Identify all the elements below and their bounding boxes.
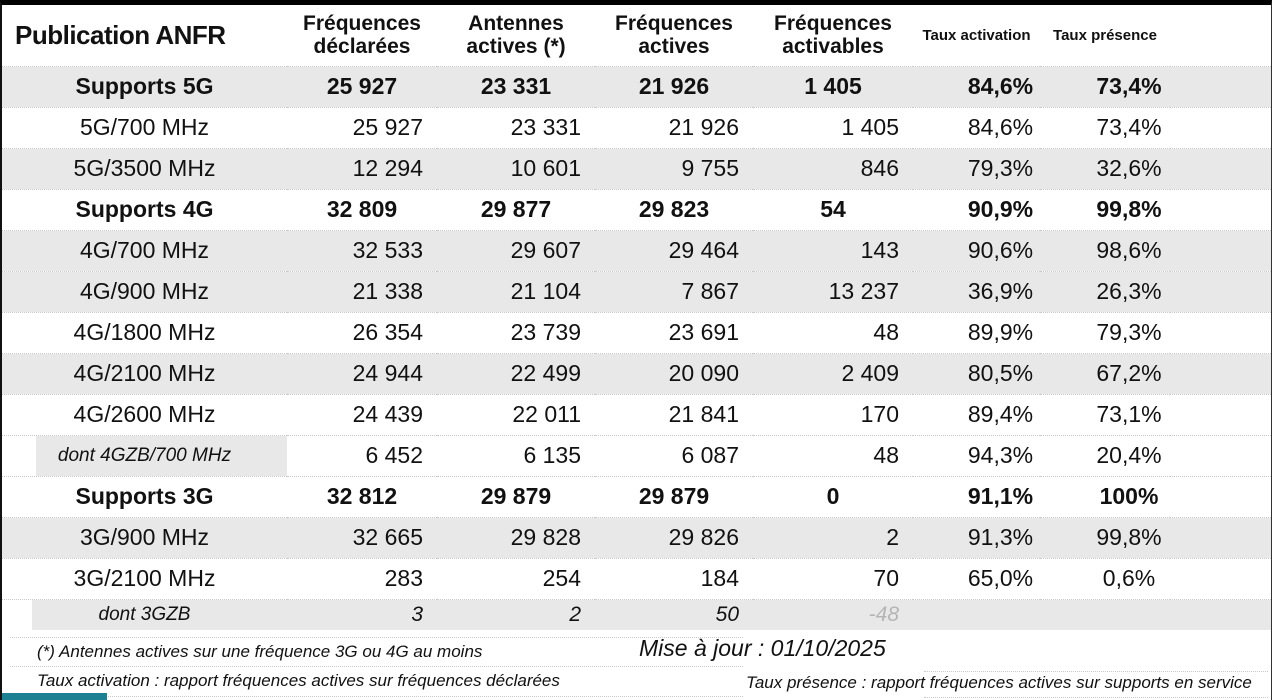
cell-frequences-activables: 1 405 [753, 66, 913, 107]
footer-divider [924, 671, 1268, 672]
col-header-taux-presence: Taux présence [1053, 26, 1157, 44]
cell-taux-activation: 80,5% [913, 353, 1040, 394]
cell-frequences-activables: 70 [753, 558, 913, 599]
cell-frequences-activables: 48 [753, 312, 913, 353]
row-label: 5G/700 MHz [79, 114, 210, 140]
cell-taux-activation: 89,9% [913, 312, 1040, 353]
cell-taux-presence: 100% [1040, 476, 1170, 517]
cell-antennes-actives: 10 601 [437, 148, 595, 189]
cell-antennes-actives: 23 331 [437, 66, 595, 107]
col-header-taux-activation: Taux activation [922, 26, 1031, 44]
table-row [2, 107, 1271, 148]
cell-antennes-actives: 2 [437, 599, 595, 630]
cell-taux-presence: 20,4% [1040, 435, 1170, 476]
cell-frequences-declarees: 283 [287, 558, 437, 599]
row-label-cell [2, 517, 287, 558]
cell-frequences-activables: -48 [753, 599, 913, 630]
cell-antennes-actives: 23 739 [437, 312, 595, 353]
cell-taux-presence [1040, 599, 1170, 630]
cell-taux-presence: 67,2% [1040, 353, 1170, 394]
row-label: dont 4GZB/700 MHz [57, 444, 232, 466]
cell-frequences-actives: 21 926 [595, 107, 753, 148]
col-header-frequences-declarees: Fréquences déclarées [303, 11, 421, 59]
table-row [2, 476, 1271, 517]
row-label: 3G/900 MHz [79, 524, 210, 550]
cell-frequences-declarees: 32 533 [287, 230, 437, 271]
row-spacer [1170, 271, 1271, 312]
header-spacer [1170, 5, 1271, 66]
cell-frequences-actives: 9 755 [595, 148, 753, 189]
cell-frequences-activables: 143 [753, 230, 913, 271]
row-label: 4G/2100 MHz [73, 360, 216, 386]
table-row [2, 230, 1271, 271]
cell-taux-activation: 36,9% [913, 271, 1040, 312]
cell-taux-activation: 90,9% [913, 189, 1040, 230]
cell-frequences-actives: 50 [595, 599, 753, 630]
cell-frequences-activables: 2 [753, 517, 913, 558]
cell-frequences-declarees: 25 927 [287, 107, 437, 148]
cell-frequences-declarees: 12 294 [287, 148, 437, 189]
row-label-cell [2, 312, 287, 353]
cell-antennes-actives: 29 607 [437, 230, 595, 271]
cell-frequences-activables: 54 [753, 189, 913, 230]
row-spacer [1170, 353, 1271, 394]
row-label: 4G/1800 MHz [73, 319, 216, 345]
note-taux-presence: Taux présence : rapport fréquences actives sur supports en service [746, 673, 1252, 692]
row-label-cell [2, 435, 287, 476]
row-label: Supports 3G [75, 483, 214, 509]
row-label-cell [2, 476, 287, 517]
cell-frequences-activables: 2 409 [753, 353, 913, 394]
cell-antennes-actives: 254 [437, 558, 595, 599]
table-row [2, 394, 1271, 435]
cell-taux-presence: 26,3% [1040, 271, 1170, 312]
cell-taux-presence: 32,6% [1040, 148, 1170, 189]
cell-taux-activation: 91,3% [913, 517, 1040, 558]
cell-taux-presence: 98,6% [1040, 230, 1170, 271]
cell-frequences-actives: 29 879 [595, 476, 753, 517]
cell-frequences-declarees: 6 452 [287, 435, 437, 476]
cell-frequences-declarees: 3 [287, 599, 437, 630]
footer-divider [10, 637, 743, 638]
table-row [2, 271, 1271, 312]
row-label: 4G/700 MHz [79, 237, 210, 263]
cell-antennes-actives: 6 135 [437, 435, 595, 476]
table-row [2, 353, 1271, 394]
table-row [2, 312, 1271, 353]
cell-frequences-activables: 48 [753, 435, 913, 476]
cell-frequences-declarees: 21 338 [287, 271, 437, 312]
cell-antennes-actives: 22 499 [437, 353, 595, 394]
footer-divider [924, 697, 1268, 698]
cell-frequences-actives: 6 087 [595, 435, 753, 476]
cell-taux-presence: 73,1% [1040, 394, 1170, 435]
cell-taux-activation: 90,6% [913, 230, 1040, 271]
row-label-cell [2, 230, 287, 271]
table-row [2, 558, 1271, 599]
cell-antennes-actives: 29 828 [437, 517, 595, 558]
row-label-cell [2, 107, 287, 148]
frequency-table [2, 5, 1271, 630]
cell-antennes-actives: 29 879 [437, 476, 595, 517]
cell-taux-presence: 73,4% [1040, 66, 1170, 107]
row-label-cell [2, 66, 287, 107]
table-row [2, 189, 1271, 230]
cell-taux-presence: 99,8% [1040, 189, 1170, 230]
cell-taux-activation: 79,3% [913, 148, 1040, 189]
cell-frequences-actives: 7 867 [595, 271, 753, 312]
table-row [2, 517, 1271, 558]
cell-frequences-actives: 21 926 [595, 66, 753, 107]
cell-taux-activation: 65,0% [913, 558, 1040, 599]
cell-frequences-actives: 21 841 [595, 394, 753, 435]
cell-frequences-actives: 29 826 [595, 517, 753, 558]
cell-antennes-actives: 23 331 [437, 107, 595, 148]
row-spacer [1170, 189, 1271, 230]
col-header-frequences-actives: Fréquences actives [615, 11, 733, 59]
footer-divider [10, 696, 743, 697]
col-header-antennes-actives: Antennes actives (*) [466, 11, 566, 59]
cell-taux-activation [913, 599, 1040, 630]
cell-taux-presence: 73,4% [1040, 107, 1170, 148]
row-label: 5G/3500 MHz [73, 155, 216, 181]
cell-taux-presence: 99,8% [1040, 517, 1170, 558]
cell-frequences-activables: 1 405 [753, 107, 913, 148]
cell-antennes-actives: 29 877 [437, 189, 595, 230]
row-spacer [1170, 312, 1271, 353]
row-label: Supports 4G [75, 196, 214, 222]
note-taux-activation: Taux activation : rapport fréquences actives sur fréquences déclarées [37, 671, 560, 690]
row-label-cell [2, 148, 287, 189]
cell-frequences-declarees: 26 354 [287, 312, 437, 353]
cell-taux-activation: 94,3% [913, 435, 1040, 476]
cell-taux-activation: 91,1% [913, 476, 1040, 517]
col-header-frequences-activables: Fréquences activables [774, 11, 892, 59]
row-label-cell [2, 599, 287, 630]
row-spacer [1170, 599, 1271, 630]
cell-frequences-actives: 29 464 [595, 230, 753, 271]
table-title: Publication ANFR [15, 19, 226, 50]
cell-taux-presence: 0,6% [1040, 558, 1170, 599]
cell-taux-activation: 89,4% [913, 394, 1040, 435]
cell-frequences-declarees: 32 665 [287, 517, 437, 558]
row-spacer [1170, 558, 1271, 599]
row-spacer [1170, 230, 1271, 271]
row-label: 4G/900 MHz [79, 278, 210, 304]
header-row [2, 5, 1271, 66]
table-body [2, 66, 1271, 630]
cell-frequences-declarees: 24 944 [287, 353, 437, 394]
row-label: 3G/2100 MHz [73, 565, 216, 591]
cell-frequences-activables: 170 [753, 394, 913, 435]
row-spacer [1170, 435, 1271, 476]
note-antennas: (*) Antennes actives sur une fréquence 3G ou 4G au moins [37, 642, 483, 661]
cell-taux-activation: 84,6% [913, 66, 1040, 107]
row-spacer [1170, 517, 1271, 558]
cell-antennes-actives: 21 104 [437, 271, 595, 312]
cell-taux-activation: 84,6% [913, 107, 1040, 148]
cell-frequences-actives: 184 [595, 558, 753, 599]
table-row [2, 66, 1271, 107]
update-date: Mise à jour : 01/10/2025 [639, 635, 886, 661]
cell-frequences-declarees: 32 812 [287, 476, 437, 517]
cell-frequences-declarees: 24 439 [287, 394, 437, 435]
cell-taux-presence: 79,3% [1040, 312, 1170, 353]
row-label: dont 3GZB [98, 603, 191, 625]
row-label: Supports 5G [75, 73, 214, 99]
row-spacer [1170, 66, 1271, 107]
row-spacer [1170, 107, 1271, 148]
cell-frequences-actives: 23 691 [595, 312, 753, 353]
cell-frequences-activables: 13 237 [753, 271, 913, 312]
cell-frequences-declarees: 32 809 [287, 189, 437, 230]
row-label: 4G/2600 MHz [73, 401, 216, 427]
row-label-cell [2, 189, 287, 230]
table-row [2, 599, 1271, 630]
cell-frequences-activables: 0 [753, 476, 913, 517]
table-row [2, 435, 1271, 476]
cell-frequences-activables: 846 [753, 148, 913, 189]
row-label-cell [2, 271, 287, 312]
cell-frequences-declarees: 25 927 [287, 66, 437, 107]
row-label-cell [2, 558, 287, 599]
cell-frequences-actives: 20 090 [595, 353, 753, 394]
row-label-cell [2, 394, 287, 435]
row-spacer [1170, 394, 1271, 435]
row-label-cell [2, 353, 287, 394]
cell-frequences-actives: 29 823 [595, 189, 753, 230]
cell-antennes-actives: 22 011 [437, 394, 595, 435]
footer-divider [10, 666, 743, 667]
row-spacer [1170, 148, 1271, 189]
table-row [2, 148, 1271, 189]
accent-bar [2, 693, 107, 700]
row-spacer [1170, 476, 1271, 517]
